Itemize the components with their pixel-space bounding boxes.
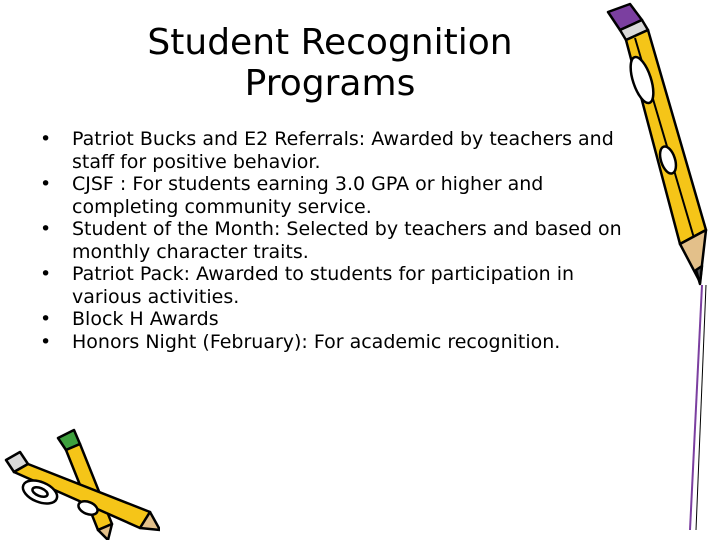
bullet-marker: •	[40, 330, 52, 353]
crossed-pencils-icon	[0, 400, 160, 540]
bullet-list	[30, 128, 640, 353]
bullet-text: Patriot Bucks and E2 Referrals: Awarded by teachers and staff for positive behavior.	[72, 128, 614, 173]
bullet-marker: •	[40, 173, 52, 195]
bullet-item	[30, 173, 640, 218]
bullet-item	[30, 331, 640, 354]
bullet-item	[30, 128, 640, 173]
slide-title	[60, 22, 600, 104]
bullet-text: CJSF : For students earning 3.0 GPA or higher and completing community service.	[72, 173, 544, 218]
bullet-text: Block H Awards	[72, 308, 219, 330]
bullet-item	[30, 263, 640, 308]
bullet-item	[30, 218, 640, 263]
bullet-text: Honors Night (February): For academic recognition.	[72, 330, 561, 353]
bullet-text: Student of the Month: Selected by teachers and based on monthly character traits.	[72, 218, 622, 263]
bullet-text: Patriot Pack: Awarded to students for participation in various activities.	[72, 263, 575, 308]
pencil-icon	[590, 0, 720, 540]
bullet-marker: •	[40, 218, 52, 240]
bullet-marker: •	[40, 263, 52, 285]
title-line-1: Student Recognition	[147, 22, 513, 63]
bullet-marker: •	[40, 308, 52, 330]
bullet-marker: •	[40, 128, 52, 150]
bullet-item	[30, 308, 640, 331]
title-line-2: Programs	[244, 63, 416, 104]
